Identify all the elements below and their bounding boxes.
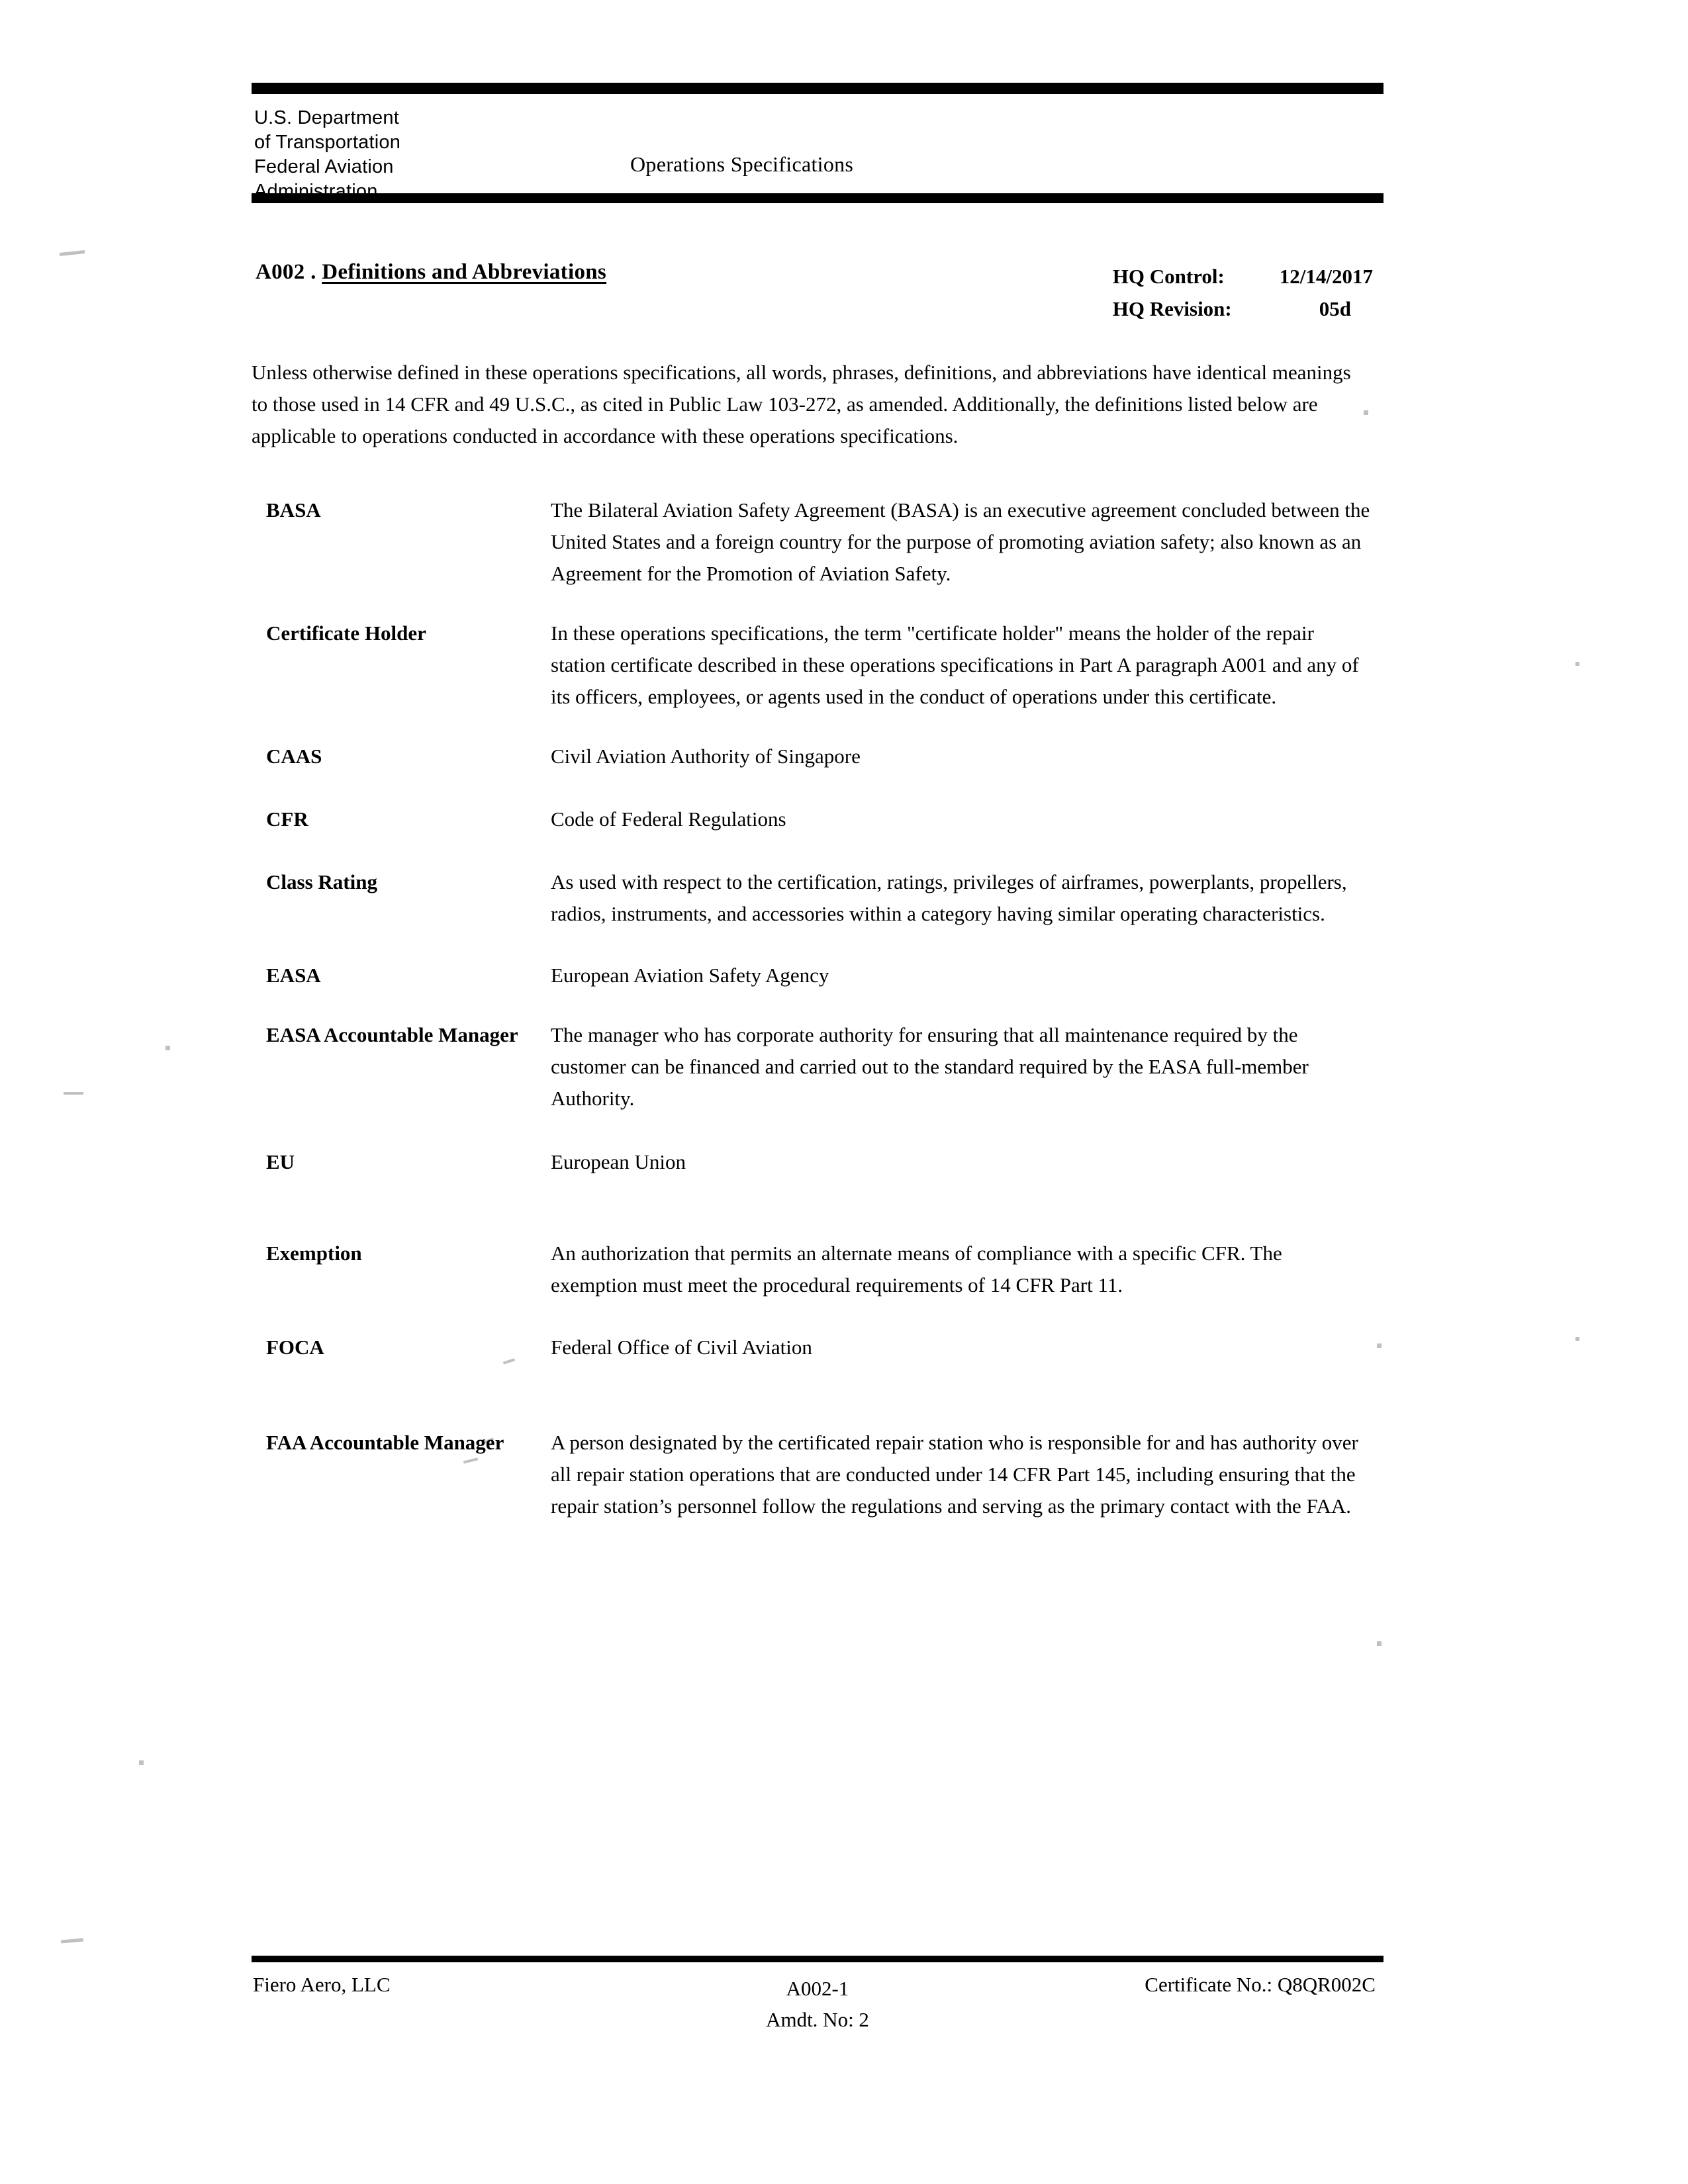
- definition-row: [252, 741, 1383, 772]
- agency-name: [254, 106, 400, 204]
- footer-operator: Fiero Aero, LLC: [253, 1973, 391, 1996]
- page-content: [252, 83, 1383, 1522]
- agency-line-1: U.S. Department: [254, 107, 399, 128]
- definition-term: CFR: [266, 807, 308, 831]
- scan-artifact: [1377, 1641, 1382, 1646]
- scan-artifact: [60, 250, 85, 256]
- definition-term: EU: [266, 1150, 295, 1173]
- definition-description: Civil Aviation Authority of Singapore: [551, 745, 861, 768]
- paragraph-title-row: [252, 260, 1383, 333]
- definition-term: FAA Accountable Manager: [266, 1431, 504, 1454]
- page-title: [256, 260, 606, 285]
- footer-page-id: A002-1: [786, 1977, 849, 2000]
- definition-term: FOCA: [266, 1336, 324, 1359]
- document-type-title: Operations Specifications: [630, 152, 854, 176]
- definition-description: As used with respect to the certification, ratings, privileges of airframes, powerplants, propellers, radios, instruments, and accessories within a category having similar operating characteristics.: [551, 870, 1347, 925]
- agency-line-3: Federal Aviation: [254, 156, 394, 177]
- agency-line-4: Administration: [254, 181, 378, 202]
- definition-list: [252, 494, 1383, 1522]
- definition-row: [252, 1146, 1383, 1178]
- header-rule-bottom: [252, 193, 1383, 203]
- definition-row: [252, 1332, 1383, 1363]
- definition-description: An authorization that permits an alternate means of compliance with a specific CFR. The exemption must meet the procedural requirements of 14 CFR Part 11.: [551, 1242, 1282, 1297]
- scan-artifact: [61, 1938, 83, 1944]
- definition-term: EASA Accountable Manager: [266, 1023, 518, 1046]
- scan-artifact: [139, 1760, 144, 1765]
- definition-description: Federal Office of Civil Aviation: [551, 1336, 812, 1359]
- definition-row: [252, 1427, 1383, 1522]
- definition-row: [252, 960, 1383, 991]
- agency-header: [252, 94, 1383, 202]
- definition-row: [252, 494, 1383, 590]
- definition-row: [252, 617, 1383, 713]
- definition-term: Class Rating: [266, 870, 377, 893]
- footer-page-inner: [766, 1973, 869, 2035]
- header-rule-top: [252, 83, 1383, 94]
- footer-amendment: Amdt. No: 2: [766, 2008, 869, 2031]
- definition-row: [252, 803, 1383, 835]
- hq-revision-label: HQ Revision:: [1112, 297, 1232, 320]
- definition-description: European Aviation Safety Agency: [551, 964, 829, 987]
- footer-rule: [252, 1956, 1383, 1962]
- agency-line-2: of Transportation: [254, 132, 401, 153]
- hq-control-label: HQ Control:: [1112, 265, 1225, 288]
- scan-artifact: [165, 1046, 170, 1050]
- hq-revision-row: [1113, 293, 1373, 325]
- definition-row: [252, 1019, 1383, 1115]
- definition-term: Certificate Holder: [266, 621, 426, 645]
- footer-row: [252, 1973, 1383, 2046]
- paragraph-number: A002 .: [256, 260, 322, 284]
- definition-description: European Union: [551, 1150, 686, 1173]
- footer-certificate: Certificate No.: Q8QR002C: [1145, 1973, 1376, 1996]
- scan-artifact: [64, 1092, 83, 1095]
- page-footer: [252, 1956, 1383, 2046]
- scan-artifact: [1575, 1337, 1579, 1341]
- definition-term: Exemption: [266, 1242, 362, 1265]
- scan-artifact: [1575, 662, 1579, 666]
- definition-description: The manager who has corporate authority for ensuring that all maintenance required by the customer can be financed and carried out to the standard required by the EASA full-member Authority.: [551, 1023, 1309, 1110]
- intro-paragraph: Unless otherwise defined in these operations specifications, all words, phrases, definitions, and abbreviations have identical meanings to those used in 14 CFR and 49 U.S.C., as cited in Public Law 103-272, as amended. Additionally, the definitions listed below are applicable to operations conducted in accordance with these operations specifications.: [252, 361, 1351, 447]
- definition-term: BASA: [266, 498, 321, 522]
- hq-control-block: [1113, 260, 1373, 325]
- definition-term: CAAS: [266, 745, 322, 768]
- paragraph-name: Definitions and Abbreviations: [322, 260, 607, 284]
- definition-description: Code of Federal Regulations: [551, 807, 786, 831]
- hq-control-row: [1113, 260, 1373, 293]
- definition-row: [252, 866, 1383, 930]
- definition-row: [252, 1238, 1383, 1301]
- definition-description: A person designated by the certificated repair station who is responsible for and has authority over all repair station operations that are conducted under 14 CFR Part 145, including ensuring that the repair station’s personnel follow the regulations and serving as the primary contact with the FAA.: [551, 1431, 1358, 1518]
- definition-term: EASA: [266, 964, 321, 987]
- hq-control-value: 12/14/2017: [1279, 265, 1373, 288]
- hq-revision-value: 05d: [1319, 297, 1352, 320]
- definition-description: In these operations specifications, the term "certificate holder" means the holder of the repair station certificate described in these operations specifications in Part A paragraph A001 and any of its officers, employees, or agents used in the conduct of operations under this certificate.: [551, 621, 1359, 708]
- definition-description: The Bilateral Aviation Safety Agreement (BASA) is an executive agreement concluded between the United States and a foreign country for the purpose of promoting aviation safety; also known as an Agreement for the Promotion of Aviation Safety.: [551, 498, 1370, 585]
